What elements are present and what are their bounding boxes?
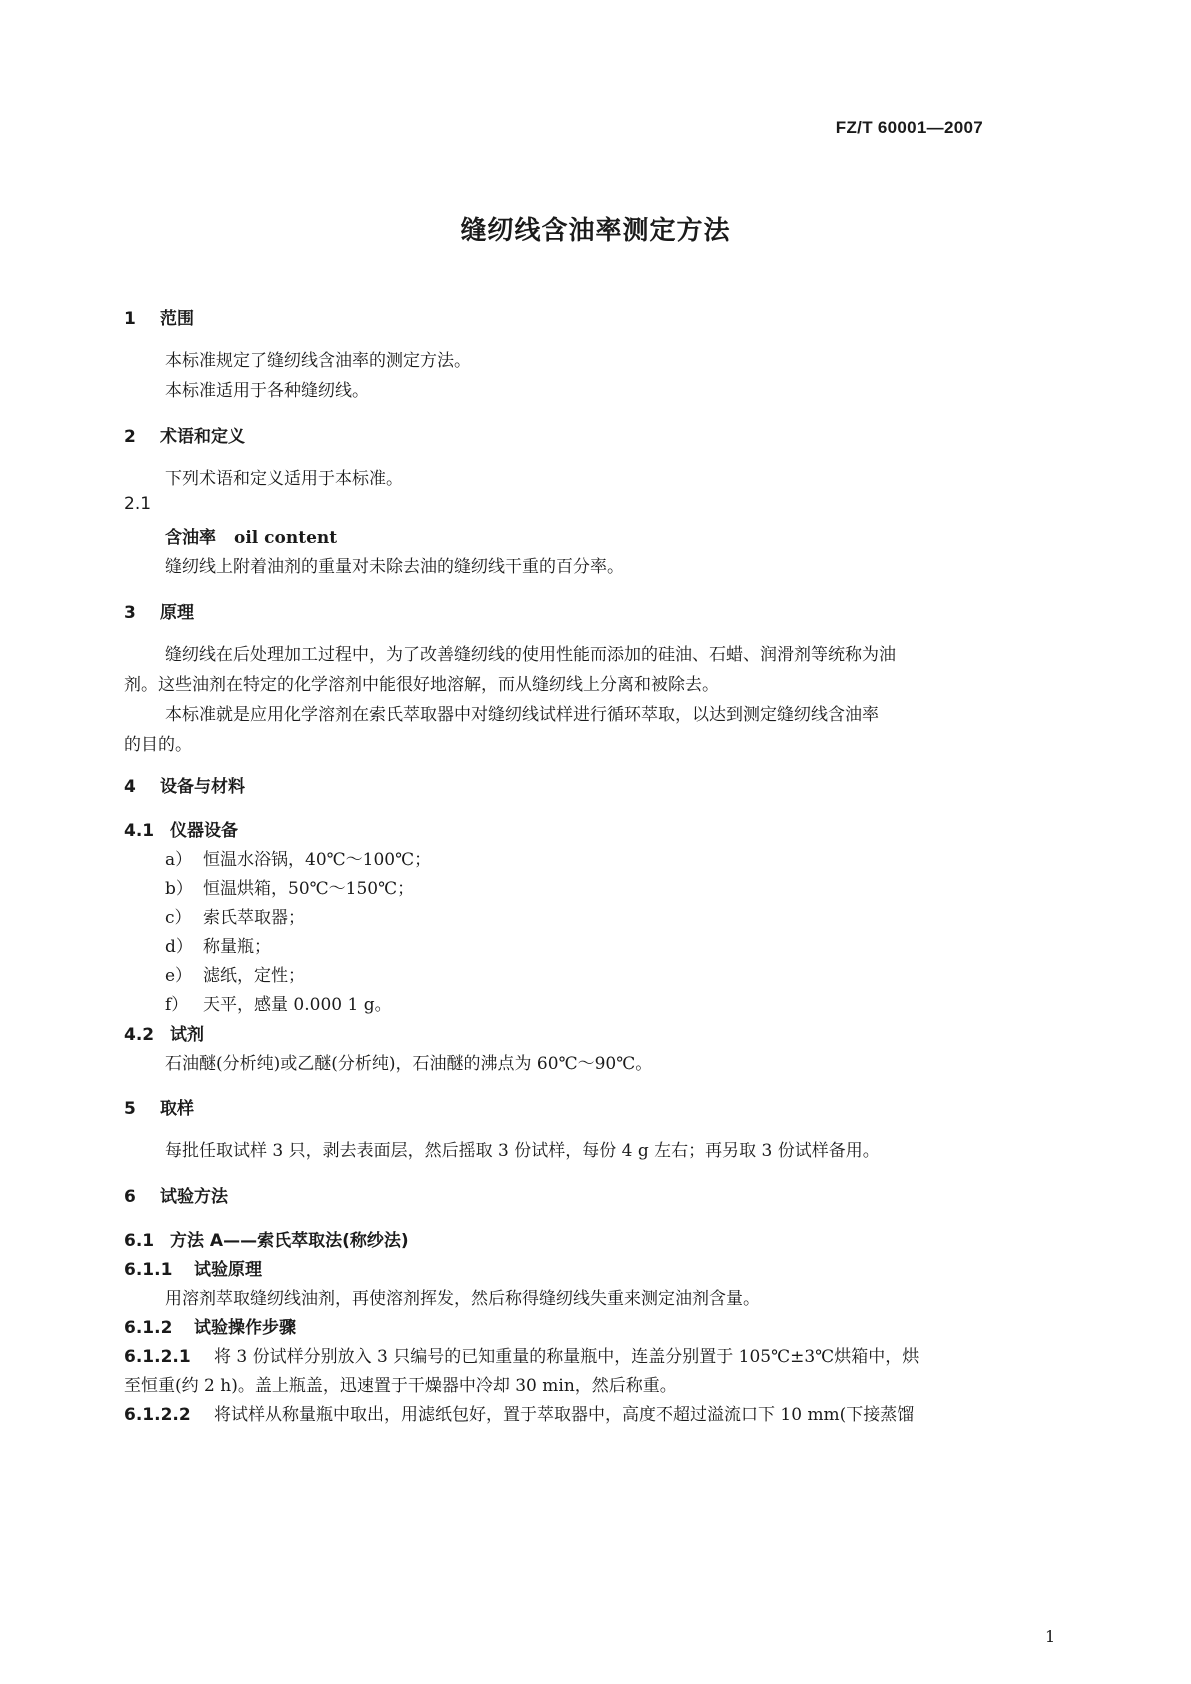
section-title: 取样	[160, 1099, 194, 1119]
page-number: 1	[1045, 1627, 1056, 1646]
standard-number: FZ/T 60001—2007	[835, 118, 983, 137]
clause-6-1-2-2	[124, 1400, 914, 1425]
subsection-number: 4.1	[124, 821, 155, 841]
subsection-number: 4.2	[124, 1025, 155, 1045]
paragraph-line: 缝纫线在后处理加工过程中，为了改善缝纫线的使用性能而添加的硅油、石蜡、润滑剂等统称为油	[165, 645, 896, 665]
section-3-heading	[124, 598, 194, 623]
subsection-6-1-1-heading	[124, 1255, 262, 1280]
term-definition: 缝纫线上附着油剂的重量对未除去油的缝纫线干重的百分率。	[165, 557, 624, 577]
subsection-number: 6.1	[124, 1231, 155, 1251]
list-label: f）	[165, 995, 189, 1015]
paragraph-line: 本标准就是应用化学溶剂在索氏萃取器中对缝纫线试样进行循环萃取，以达到测定缝纫线含油率	[165, 705, 879, 725]
list-item	[165, 845, 431, 870]
clause-number: 6.1.2.2	[124, 1405, 191, 1425]
list-item	[165, 903, 305, 928]
subsection-number: 2.1	[124, 494, 152, 514]
paragraph: 本标准规定了缝纫线含油率的测定方法。	[165, 351, 471, 371]
section-title: 原理	[160, 603, 194, 623]
list-text: 索氏萃取器；	[203, 908, 305, 928]
section-5-heading	[124, 1094, 194, 1119]
list-text: 称量瓶；	[203, 937, 271, 957]
list-label: a）	[165, 850, 193, 870]
subsection-number: 6.1.2	[124, 1318, 173, 1338]
list-item	[165, 874, 414, 899]
subsection-6-1-heading	[124, 1226, 409, 1251]
section-number: 4	[124, 777, 136, 797]
subsection-title: 方法 A——索氏萃取法(称纱法)	[170, 1231, 409, 1251]
paragraph: 每批任取试样 3 只，剥去表面层，然后摇取 3 份试样，每份 4 g 左右；再另取 3 份试样备用。	[165, 1141, 880, 1161]
paragraph: 下列术语和定义适用于本标准。	[165, 469, 403, 489]
paragraph: 本标准适用于各种缝纫线。	[165, 381, 369, 401]
section-number: 3	[124, 603, 136, 623]
paragraph: 用溶剂萃取缝纫线油剂，再使溶剂挥发，然后称得缝纫线失重来测定油剂含量。	[165, 1289, 760, 1309]
list-item	[165, 990, 392, 1015]
subsection-title: 试验操作步骤	[194, 1318, 296, 1338]
list-label: e）	[165, 966, 193, 986]
subsection-4-1-heading	[124, 816, 238, 841]
subsection-title: 试验原理	[194, 1260, 262, 1280]
clause-6-1-2-1	[124, 1342, 919, 1367]
section-number: 2	[124, 427, 136, 447]
section-number: 6	[124, 1187, 136, 1207]
clause-number: 6.1.2.1	[124, 1347, 191, 1367]
section-4-heading	[124, 772, 245, 797]
subsection-title: 仪器设备	[170, 821, 238, 841]
paragraph-line: 的目的。	[124, 735, 192, 755]
paragraph-line: 剂。这些油剂在特定的化学溶剂中能很好地溶解，而从缝纫线上分离和被除去。	[124, 675, 719, 695]
section-2-heading	[124, 422, 245, 447]
term-chinese: 含油率	[165, 528, 216, 548]
paragraph-line: 至恒重(约 2 h)。盖上瓶盖，迅速置于干燥器中冷却 30 min，然后称重。	[124, 1376, 677, 1396]
section-title: 设备与材料	[160, 777, 245, 797]
list-label: b）	[165, 879, 193, 899]
subsection-title: 试剂	[170, 1025, 204, 1045]
clause-text: 将试样从称量瓶中取出，用滤纸包好，置于萃取器中，高度不超过溢流口下 10 mm(下接蒸馏	[214, 1405, 915, 1425]
term-english: oil content	[234, 528, 338, 548]
list-text: 滤纸，定性；	[203, 966, 305, 986]
list-text: 恒温烘箱，50℃～150℃；	[203, 879, 415, 899]
document-title: 缝纫线含油率测定方法	[460, 216, 731, 246]
subsection-6-1-2-heading	[124, 1313, 296, 1338]
section-1-heading	[124, 304, 194, 329]
section-number: 1	[124, 309, 136, 329]
subsection-number: 6.1.1	[124, 1260, 173, 1280]
list-text: 恒温水浴锅，40℃～100℃；	[203, 850, 432, 870]
paragraph: 石油醚(分析纯)或乙醚(分析纯)，石油醚的沸点为 60℃～90℃。	[165, 1054, 653, 1074]
term-line	[165, 523, 337, 548]
section-number: 5	[124, 1099, 136, 1119]
subsection-4-2-heading	[124, 1020, 204, 1045]
list-label: d）	[165, 937, 193, 957]
list-item	[165, 932, 271, 957]
list-text: 天平，感量 0.000 1 g。	[203, 995, 392, 1015]
section-title: 术语和定义	[160, 427, 245, 447]
clause-text: 将 3 份试样分别放入 3 只编号的已知重量的称量瓶中，连盖分别置于 105℃±3℃烘箱中，烘	[214, 1347, 920, 1367]
section-title: 范围	[160, 309, 194, 329]
list-item	[165, 961, 305, 986]
list-label: c）	[165, 908, 192, 928]
section-title: 试验方法	[160, 1187, 228, 1207]
section-6-heading	[124, 1182, 228, 1207]
